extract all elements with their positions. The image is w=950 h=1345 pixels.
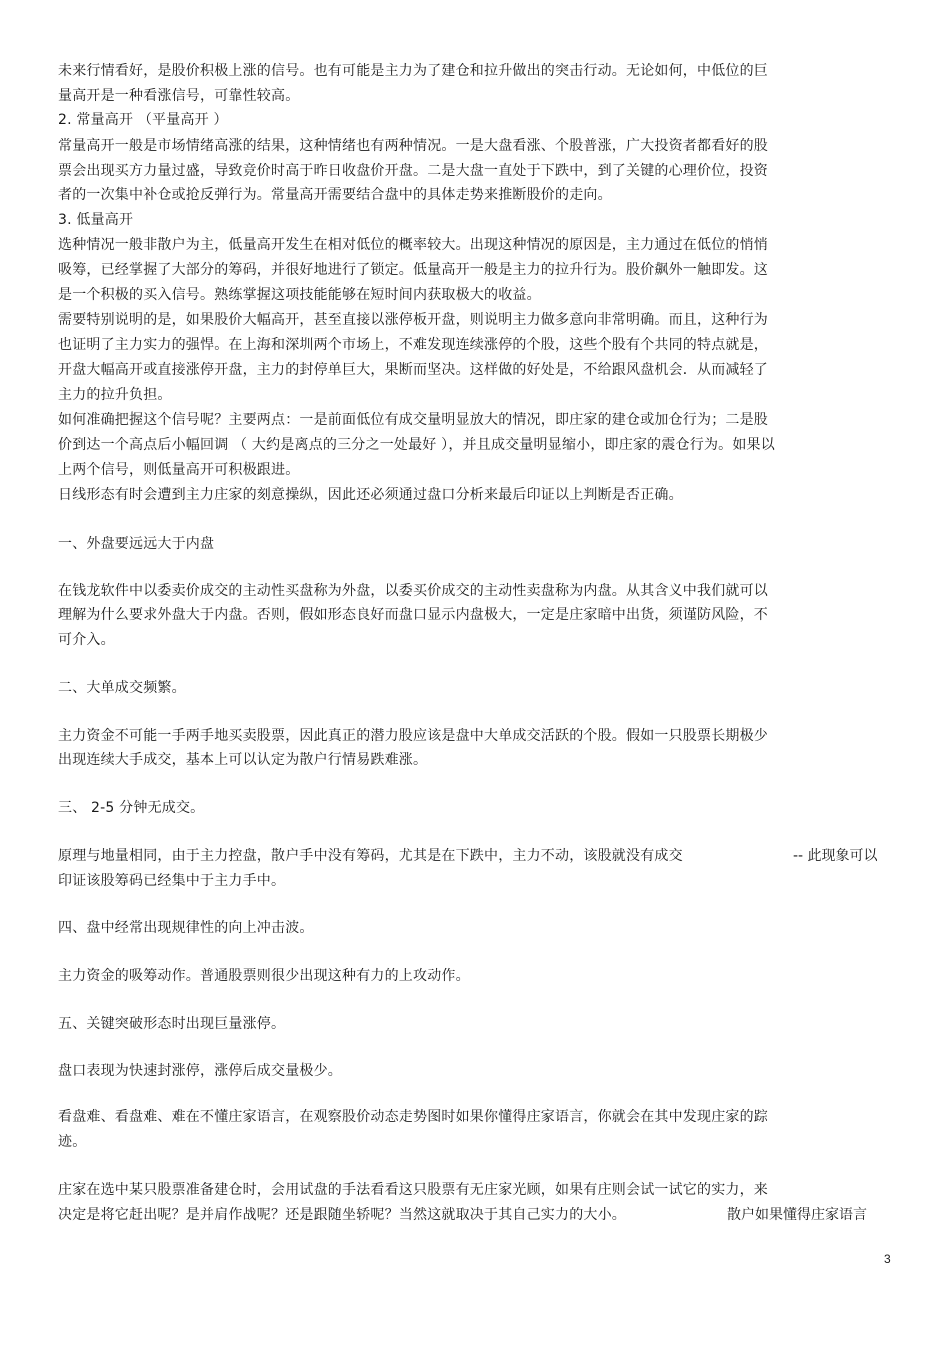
text-line: 理解为什么要求外盘大于内盘。否则，假如形态良好而盘口显示内盘极大，一定是庄家暗中出货，须谨防风险，不 [58, 607, 768, 623]
text-line-tail: -- 此现象可以 [793, 848, 878, 864]
text-line: 迹。 [58, 1134, 87, 1150]
text-line: 可介入。 [58, 632, 115, 648]
text-line: 如何准确把握这个信号呢？主要两点：一是前面低位有成交量明显放大的情况，即庄家的建仓或加仓行为；二是股 [58, 412, 768, 428]
text-line: 看盘难、看盘难、难在不懂庄家语言，在观察股价动态走势图时如果你懂得庄家语言，你就会在其中发现庄家的踪 [58, 1109, 768, 1125]
section-heading: 一、外盘要远远大于内盘 [58, 536, 215, 552]
text-line-tail: 散户如果懂得庄家语言 [727, 1207, 867, 1223]
text-line: 常量高开一般是市场情绪高涨的结果，这种情绪也有两种情况。一是大盘看涨、个股普涨，广大投资者都看好的股 [58, 138, 768, 154]
text-line: 决定是将它赶出呢？是并肩作战呢？还是跟随坐轿呢？当然这就取决于其自己实力的大小。 [58, 1207, 626, 1223]
text-line: 价到达一个高点后小幅回调 （ 大约是离点的三分之一处最好 ），并且成交量明显缩小，即庄家的震仓行为。如果以 [58, 437, 775, 453]
text-line: 主力的拉升负担。 [58, 387, 172, 403]
text-line: 选种情况一般非散户为主，低量高开发生在相对低位的概率较大。出现这种情况的原因是，主力通过在低位的悄悄 [58, 237, 768, 253]
section-heading: 四、盘中经常出现规律性的向上冲击波。 [58, 920, 314, 936]
text-line: 盘口表现为快速封涨停，涨停后成交量极少。 [58, 1063, 342, 1079]
text-line: 票会出现买方力量过盛，导致竞价时高于昨日收盘价开盘。二是大盘一直处于下跌中，到了关键的心理价位，投资 [58, 163, 768, 179]
text-line: 量高开是一种看涨信号，可靠性较高。 [58, 88, 300, 104]
section-heading: 3. 低量高开 [58, 212, 134, 228]
text-line: 上两个信号，则低量高开可积极跟进。 [58, 462, 300, 478]
text-line: 庄家在选中某只股票准备建仓时，会用试盘的手法看看这只股票有无庄家光顾，如果有庄则会试一试它的实力，来 [58, 1182, 768, 1198]
text-line: 也证明了主力实力的强悍。在上海和深圳两个市场上，不难发现连续涨停的个股，这些个股有个共同的特点就是， [58, 337, 768, 353]
page-number: 3 [884, 1252, 891, 1266]
section-heading: 2. 常量高开 （平量高开 ） [58, 112, 228, 128]
text-line: 印证该股筹码已经集中于主力手中。 [58, 873, 286, 889]
section-heading: 三、 2-5 分钟无成交。 [58, 800, 205, 816]
section-heading: 二、大单成交频繁。 [58, 680, 186, 696]
text-line: 出现连续大手成交，基本上可以认定为散户行情易跌难涨。 [58, 752, 428, 768]
text-line: 开盘大幅高开或直接涨停开盘，主力的封停单巨大，果断而坚决。这样做的好处是，不给跟风盘机会．从而减轻了 [58, 362, 768, 378]
text-line: 未来行情看好，是股价积极上涨的信号。也有可能是主力为了建仓和拉升做出的突击行动。无论如何，中低位的巨 [58, 63, 768, 79]
text-line: 吸筹，已经掌握了大部分的筹码，并很好地进行了锁定。低量高开一般是主力的拉升行为。股价飙外一触即发。这 [58, 262, 768, 278]
text-line: 主力资金不可能一手两手地买卖股票，因此真正的潜力股应该是盘中大单成交活跃的个股。假如一只股票长期极少 [58, 728, 768, 744]
text-line: 原理与地量相同，由于主力控盘，散户手中没有筹码，尤其是在下跌中，主力不动，该股就没有成交 [58, 848, 683, 864]
text-line: 日线形态有时会遭到主力庄家的刻意操纵，因此还必须通过盘口分析来最后印证以上判断是否正确。 [58, 487, 683, 503]
text-line: 在钱龙软件中以委卖价成交的主动性买盘称为外盘，以委买价成交的主动性卖盘称为内盘。从其含义中我们就可以 [58, 583, 768, 599]
section-heading: 五、关键突破形态时出现巨量涨停。 [58, 1016, 286, 1032]
text-line: 者的一次集中补仓或抢反弹行为。常量高开需要结合盘中的具体走势来推断股价的走向。 [58, 187, 612, 203]
text-line: 需要特别说明的是，如果股价大幅高开，甚至直接以涨停板开盘，则说明主力做多意向非常明确。而且，这种行为 [58, 312, 768, 328]
text-line: 主力资金的吸筹动作。普通股票则很少出现这种有力的上攻动作。 [58, 968, 470, 984]
text-line: 是一个积极的买入信号。熟练掌握这项技能能够在短时间内获取极大的收益。 [58, 287, 541, 303]
